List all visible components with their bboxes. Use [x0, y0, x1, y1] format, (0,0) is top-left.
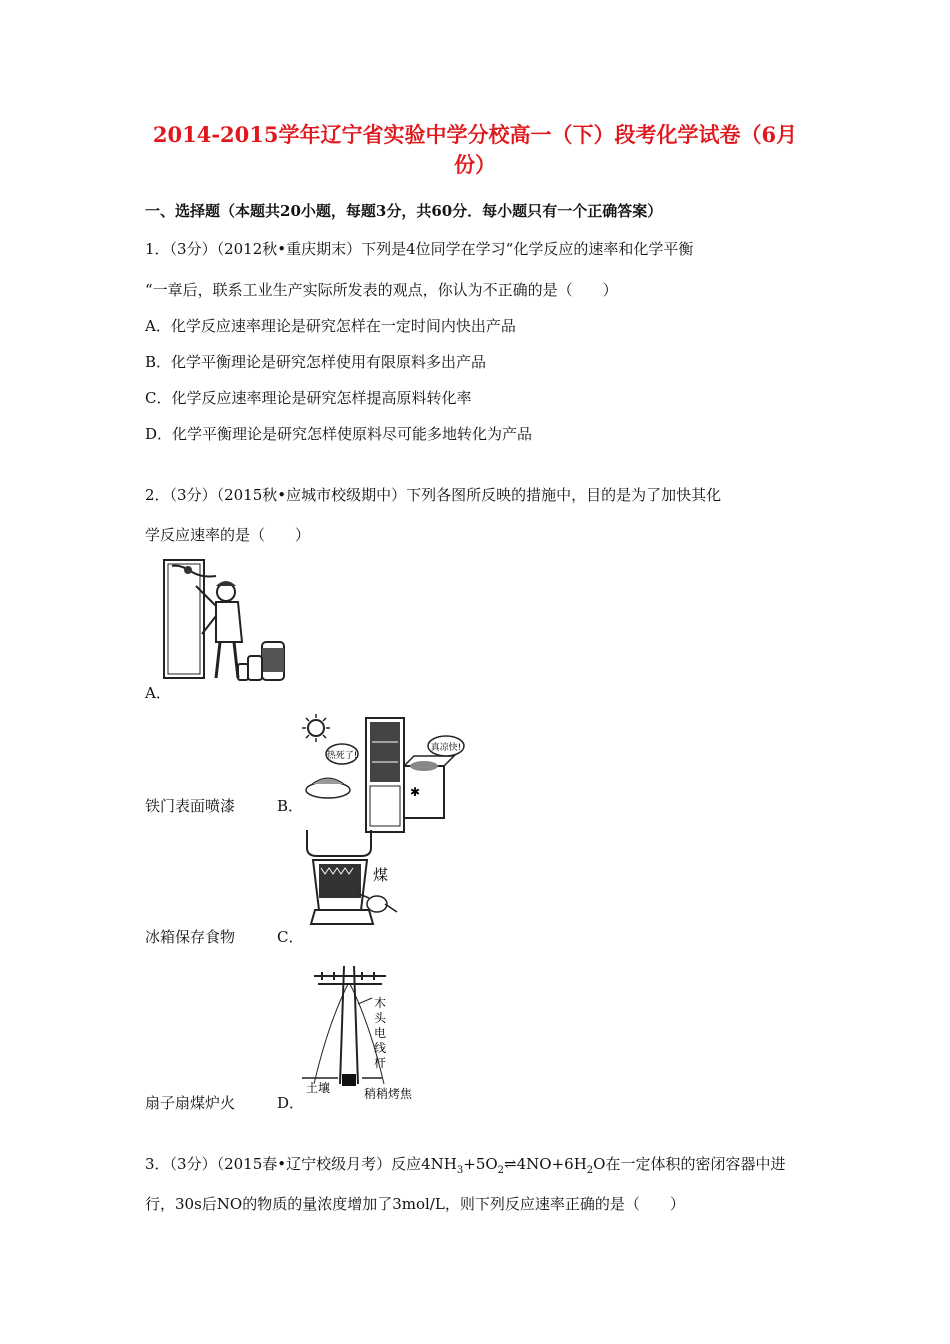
- exam-title-line2: 份）: [454, 152, 496, 177]
- figure-b-bubble-hot: 热死了!: [326, 751, 358, 761]
- q1-option-a: A．化学反应速率理论是研究怎样在一定时间内快出产品: [145, 317, 516, 335]
- q2-caption-b: 冰箱保存食物: [145, 928, 236, 946]
- q3-stem-prefix: 3．（3分）（2015春•辽宁校级月考）反应: [145, 1155, 422, 1173]
- q1-option-d: D．化学平衡理论是研究怎样使原料尽可能多地转化为产品: [145, 425, 533, 443]
- figure-painting-door: [158, 556, 298, 688]
- svg-text:✱: ✱: [410, 785, 421, 799]
- q2-stem-line1: 2．（3分）（2015秋•应城市校级期中）下列各图所反映的措施中，目的是为了加快其化: [145, 486, 722, 504]
- figure-d-pole-label: 木头电线杆: [374, 996, 387, 1070]
- q2-caption-c: 扇子扇煤炉火: [145, 1094, 236, 1112]
- section-header: 一、选择题（本题共20小题，每题3分，共60分．每小题只有一个正确答案）: [145, 202, 663, 220]
- q2-option-d-label: D．: [277, 1094, 305, 1112]
- figure-b-bubble-cool: 真凉快!: [430, 743, 462, 753]
- q3-equation: $4NH_3+5O_2\rightleftharpoons 4NO+6H_2O$: [421, 1155, 606, 1176]
- figure-refrigerator: [298, 712, 473, 837]
- figure-d-burn-label: 稍稍烤焦: [364, 1087, 413, 1101]
- q2-stem-line2: 学反应速率的是（ ）: [145, 526, 311, 544]
- q2-option-a-label: A．: [145, 684, 171, 702]
- q2-option-b-label: B．: [277, 797, 304, 815]
- exam-title-line1: 2014-2015学年辽宁省实验中学分校高一（下）段考化学试卷（6月: [152, 122, 798, 147]
- q3-stem-line1: [145, 1153, 785, 1176]
- figure-utility-pole: [302, 962, 432, 1107]
- figure-coal-stove: [295, 828, 405, 930]
- figure-d-soil-label: 土壤: [306, 1081, 331, 1095]
- q2-option-c-label: C．: [277, 928, 304, 946]
- q1-option-b: B．化学平衡理论是研究怎样使用有限原料多出产品: [145, 353, 487, 371]
- q1-stem-line2: “一章后，联系工业生产实际所发表的观点，你认为不正确的是（ ）: [145, 281, 618, 299]
- q2-caption-a: 铁门表面喷漆: [145, 797, 236, 815]
- q3-stem-suffix: 在一定体积的密闭容器中进: [605, 1155, 786, 1173]
- q3-stem-line2: 行，30s后NO的物质的量浓度增加了3mol/L，则下列反应速率正确的是（ ）: [145, 1195, 685, 1213]
- figure-c-coal-label: 煤: [373, 866, 389, 884]
- q1-stem-line1: 1．（3分）（2012秋•重庆期末）下列是4位同学在学习“化学反应的速率和化学平衡: [145, 240, 694, 258]
- q1-option-c: C．化学反应速率理论是研究怎样提高原料转化率: [145, 389, 472, 407]
